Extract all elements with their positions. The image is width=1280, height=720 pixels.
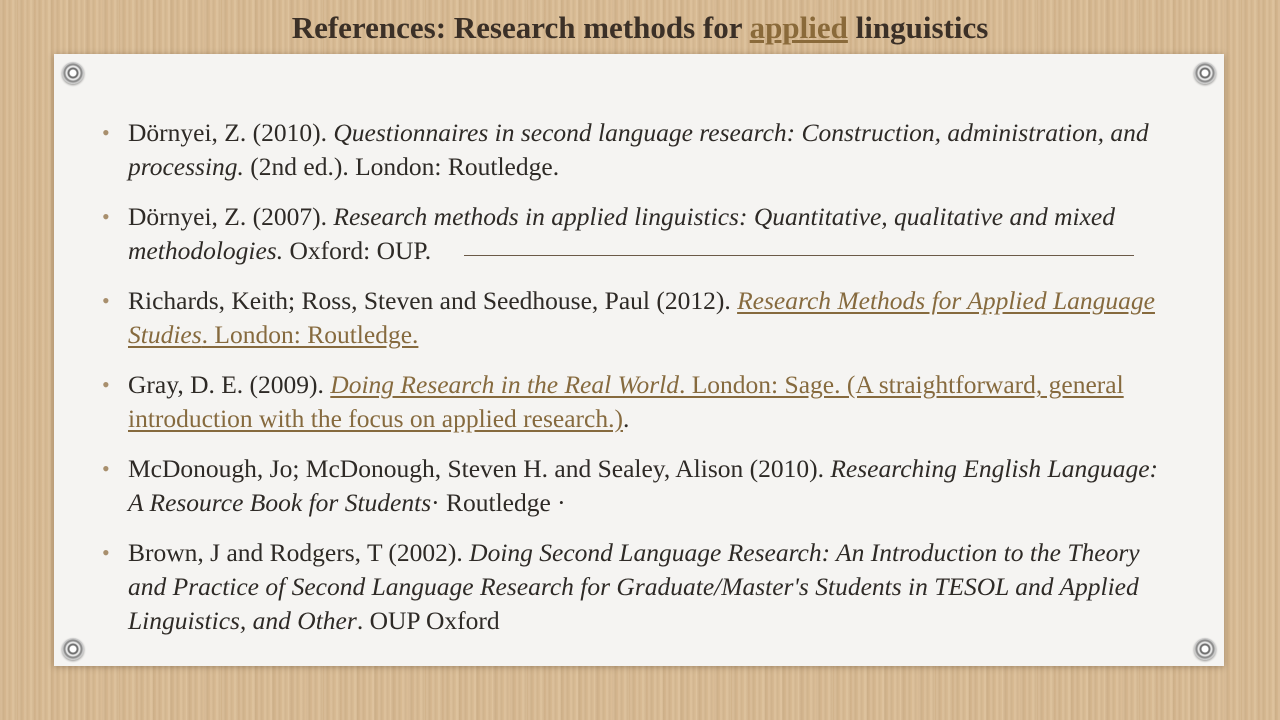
bullet-icon: •	[102, 204, 110, 229]
title-text-after: linguistics	[847, 10, 989, 45]
bullet-icon: •	[102, 120, 110, 145]
reference-end: .	[622, 404, 630, 433]
reference-item-gray-2009	[102, 368, 1178, 436]
reference-publisher-link[interactable]: . London: Sage. (A straightforward, general introduction with the focus on applied research.)	[128, 370, 1124, 433]
reference-authors: Dörnyei, Z. (2010).	[128, 118, 334, 147]
reference-title: Doing Second Language Research: An Introduction to the Theory and Practice of Second Language Research for Graduate/Master's Students in TESOL and Applied Linguistics, and Other	[128, 538, 1140, 635]
bullet-icon: •	[102, 372, 110, 397]
slide-title	[0, 8, 1280, 48]
pin-icon	[1194, 638, 1216, 660]
reference-item-mcdonough-2010	[102, 452, 1178, 520]
reference-title: Research methods in applied linguistics: Quantitative, qualitative and mixed methodologies.	[128, 202, 1115, 265]
bullet-icon: •	[102, 456, 110, 481]
reference-authors: McDonough, Jo; McDonough, Steven H. and Sealey, Alison (2010).	[128, 454, 831, 483]
reference-title-link[interactable]: Doing Research in the Real World	[330, 370, 679, 399]
pin-icon	[62, 638, 84, 660]
reference-authors: Brown, J and Rodgers, T (2002).	[128, 538, 470, 567]
reference-authors: Gray, D. E. (2009).	[128, 370, 331, 399]
content-card	[54, 54, 1224, 666]
reference-authors: Dörnyei, Z. (2007).	[128, 202, 334, 231]
reference-title: Questionnaires in second language research: Construction, administration, and processing.	[128, 118, 1149, 181]
reference-item-richards-2012	[102, 284, 1178, 352]
reference-title: Researching English Language: A Resource Book for Students	[128, 454, 1159, 517]
bullet-icon: •	[102, 288, 110, 313]
reference-authors: Richards, Keith; Ross, Steven and Seedhouse, Paul (2012).	[128, 286, 738, 315]
reference-item-dornyei-2007	[102, 200, 1178, 268]
bullet-icon: •	[102, 540, 110, 565]
reference-list	[102, 116, 1178, 654]
reference-title-link[interactable]: Research Methods for Applied Language Studies	[128, 286, 1155, 349]
horizontal-rule	[464, 255, 1134, 256]
reference-publisher: Oxford: OUP.	[283, 236, 432, 265]
reference-publisher: (2nd ed.). London: Routledge.	[243, 152, 560, 181]
pin-icon	[1194, 62, 1216, 84]
reference-item-brown-2002	[102, 536, 1178, 638]
title-text-before: References: Research methods for	[291, 10, 750, 45]
reference-publisher: · Routledge ·	[431, 488, 566, 517]
pin-icon	[62, 62, 84, 84]
reference-item-dornyei-2010	[102, 116, 1178, 184]
reference-publisher-link[interactable]: . London: Routledge.	[201, 320, 419, 349]
reference-publisher: . OUP Oxford	[356, 606, 500, 635]
title-applied-link[interactable]: applied	[749, 10, 848, 45]
